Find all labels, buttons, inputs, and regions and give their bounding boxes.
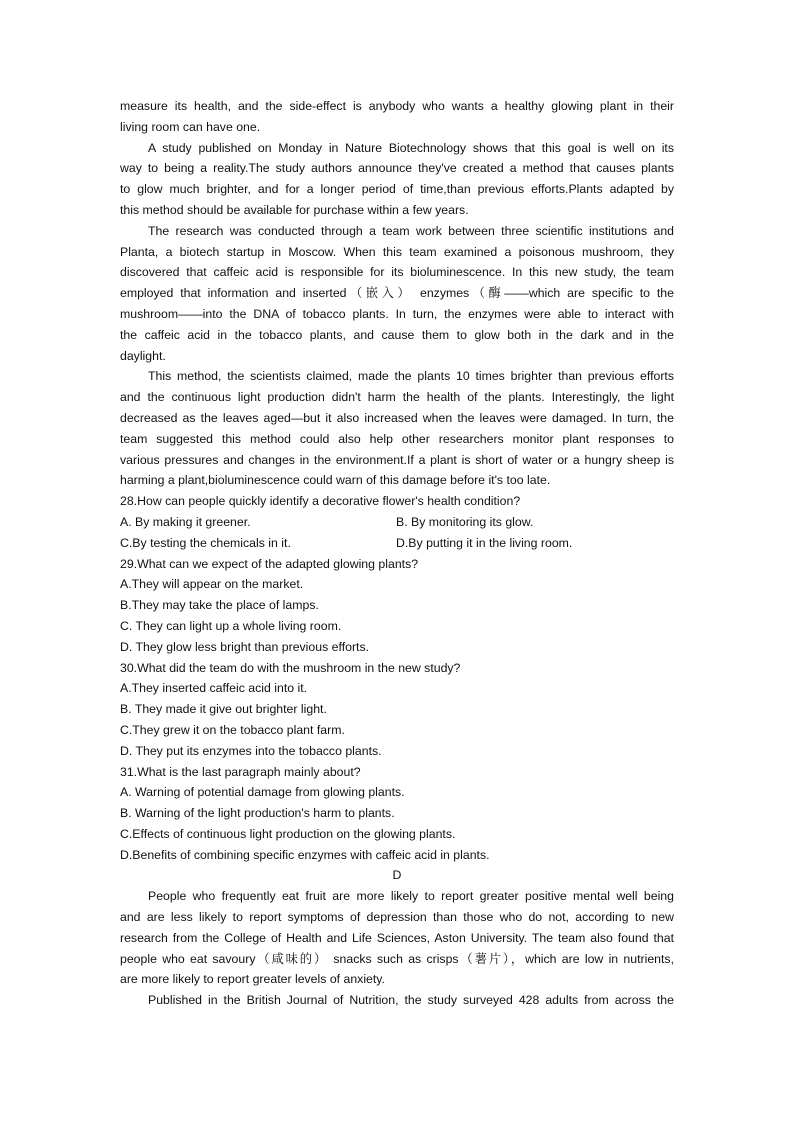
option-row xyxy=(120,533,674,554)
paragraph-line: People who frequently eat fruit are more likely to report greater positive mental well being xyxy=(148,889,674,904)
paragraph-line: and the continuous light production didn't harm the health of the plants. Interestingly, the light xyxy=(120,390,674,405)
answer-option: D.By putting it in the living room. xyxy=(396,535,573,550)
paragraph-line: A study published on Monday in Nature Biotechnology shows that this goal is well on its xyxy=(148,140,674,155)
paragraph-line: the caffeic acid in the tobacco plants, and cause them to glow both in the dark and in the xyxy=(120,327,674,342)
paragraph-line: daylight. xyxy=(120,348,166,363)
paragraph-line: measure its health, and the side-effect is anybody who wants a healthy glowing plant in their xyxy=(120,99,674,113)
paragraph-line: people who eat savoury（咸味的） snacks such as crisps（薯片），which are low in nutrients, xyxy=(120,951,674,966)
question-stem: 30.What did the team do with the mushroom in the new study? xyxy=(120,660,461,675)
paragraph-line: various pressures and changes in the environment.If a plant is short of water or a hungry sheep is xyxy=(120,452,674,467)
paragraph-line: this method should be available for purchase within a few years. xyxy=(120,202,469,217)
paragraph-line: research from the College of Health and Life Sciences, Aston University. The team also found that xyxy=(120,930,674,945)
answer-option: C.Effects of continuous light production on the glowing plants. xyxy=(120,826,456,841)
paragraph-line: mushroom——into the DNA of tobacco plants. In turn, the enzymes were able to interact with xyxy=(120,306,674,321)
answer-option: B. By monitoring its glow. xyxy=(396,514,534,529)
answer-option: B. They made it give out brighter light. xyxy=(120,702,327,717)
paragraph-line: team suggested this method could also help other researchers monitor plant responses to xyxy=(120,431,674,446)
answer-option: D.Benefits of combining specific enzymes with caffeic acid in plants. xyxy=(120,847,490,862)
document-page xyxy=(120,96,674,1011)
answer-option: C.They grew it on the tobacco plant farm. xyxy=(120,722,345,737)
answer-option: B. Warning of the light production's harm to plants. xyxy=(120,806,395,821)
answer-option: A. By making it greener. xyxy=(120,514,251,529)
paragraph-line: to glow much brighter, and for a longer period of time,than previous efforts.Plants adapted by xyxy=(120,182,674,197)
paragraph-line: discovered that caffeic acid is responsible for its bioluminescence. In this new study, the team xyxy=(120,265,674,280)
answer-option: D. They glow less bright than previous efforts. xyxy=(120,639,370,654)
answer-option: C. They can light up a whole living room. xyxy=(120,618,342,633)
paragraph-line: The research was conducted through a team work between three scientific institutions and xyxy=(148,223,674,238)
answer-option: C.By testing the chemicals in it. xyxy=(120,535,291,550)
paragraph-line: Planta, a biotech startup in Moscow. When this team examined a poisonous mushroom, they xyxy=(120,244,674,259)
question-stem: 29.What can we expect of the adapted glowing plants? xyxy=(120,556,419,571)
answer-option: D. They put its enzymes into the tobacco plants. xyxy=(120,743,382,758)
section-heading: D xyxy=(392,868,402,883)
paragraph-line: living room can have one. xyxy=(120,119,261,134)
paragraph-line: decreased as the leaves aged—but it also increased when the leaves were damaged. In turn, the xyxy=(120,410,674,425)
answer-option: B.They may take the place of lamps. xyxy=(120,598,319,613)
question-stem: 28.How can people quickly identify a decorative flower's health condition? xyxy=(120,494,521,509)
answer-option: A.They inserted caffeic acid into it. xyxy=(120,681,308,696)
paragraph-line: way to being a reality.The study authors announce they've created a method that causes plants xyxy=(120,161,674,176)
paragraph-line: harming a plant,bioluminescence could warn of this damage before it's too late. xyxy=(120,473,551,488)
paragraph-line: are more likely to report greater levels of anxiety. xyxy=(120,972,385,987)
answer-option: A. Warning of potential damage from glowing plants. xyxy=(120,785,405,800)
paragraph-line: This method, the scientists claimed, made the plants 10 times brighter than previous efforts xyxy=(148,369,674,384)
paragraph-line: Published in the British Journal of Nutrition, the study surveyed 428 adults from across the xyxy=(148,993,674,1008)
paragraph-line: employed that information and inserted（嵌入） enzymes（酶——which are specific to the xyxy=(120,286,674,301)
option-row xyxy=(120,512,674,533)
question-stem: 31.What is the last paragraph mainly about? xyxy=(120,764,361,779)
paragraph-line: and are less likely to report symptoms of depression than those who do not, according to new xyxy=(120,910,674,925)
answer-option: A.They will appear on the market. xyxy=(120,577,304,592)
